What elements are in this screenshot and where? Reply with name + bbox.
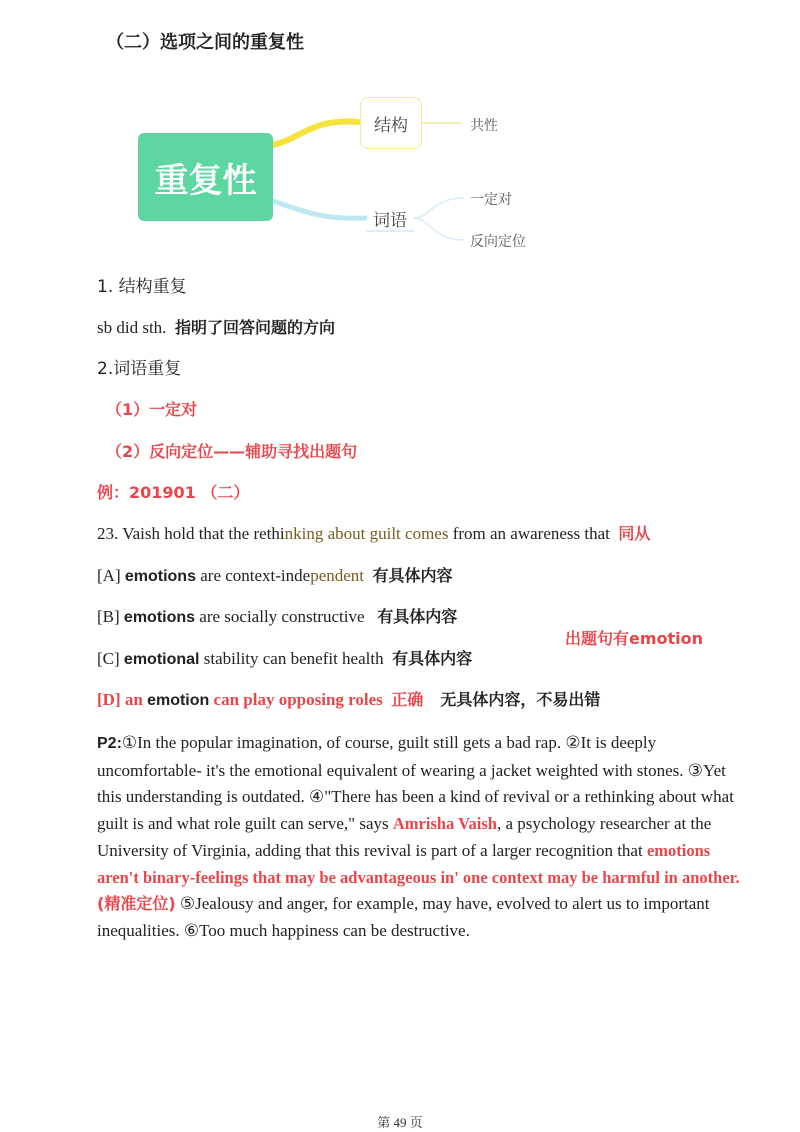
passage-label: P2: <box>97 735 122 752</box>
point-1: （1）一定对 <box>106 400 198 419</box>
mind-map-leaf-definitely-right: 一定对 <box>470 192 512 208</box>
item1-detail: sb did sth. 指明了回答问题的方向 <box>97 318 335 337</box>
section-title: （二）选项之间的重复性 <box>106 32 304 52</box>
page-number: 第 49 页 <box>377 1115 423 1130</box>
question-stem: 23. Vaish hold that the rethinking about guilt comes from an awareness that 同从 <box>97 524 651 543</box>
passage-name-highlight: Amrisha Vaish <box>392 814 497 834</box>
item1-heading: 1. 结构重复 <box>97 277 187 297</box>
option-d-note: 无具体内容，不易出错 <box>440 690 601 709</box>
example-label: 例：201901 （二） <box>97 483 250 502</box>
leaf2-connector <box>414 198 464 218</box>
option-b: [B] emotions are socially constructive 有具体内容 <box>97 607 458 626</box>
mind-map-root: 重复性 <box>138 133 273 221</box>
mind-map-leaf-reverse-locate: 反向定位 <box>470 234 526 250</box>
item2-heading: 2.词语重复 <box>97 359 182 379</box>
passage-key-sentence: emotions aren't binary-feelings that may be advantageous in' one context may be harmful in another. <box>97 840 740 887</box>
option-c: [C] emotional stability can benefit health 有具体内容 <box>97 649 473 668</box>
option-c-note: 有具体内容 <box>392 649 473 668</box>
option-b-note: 有具体内容 <box>377 607 458 626</box>
option-a: [A] emotions are context-independent 有具体内容 <box>97 566 453 585</box>
passage-tag: (精准定位) <box>97 894 176 914</box>
option-a-note: 有具体内容 <box>372 566 453 585</box>
branch2-connector <box>270 200 365 218</box>
mind-map-branch-words: 词语 <box>373 211 407 231</box>
mind-map-branch-structure: 结构 <box>360 97 422 149</box>
leaf3-connector <box>414 218 464 240</box>
correct-mark: 正确 <box>391 690 424 709</box>
point-2: （2）反向定位——辅助寻找出题句 <box>106 442 358 461</box>
option-d: [D] an emotion can play opposing roles 正确 无具体内容，不易出错 <box>97 690 601 709</box>
stem-note: 同从 <box>618 524 651 543</box>
branch1-connector <box>272 122 358 145</box>
passage-p2: P2:①In the popular imagination, of course, guilt still gets a bad rap. ②It is deeply uncomfortable- it's the emotional equivalent of wearing a jacket weighted with stones. ③Yet this understanding is outdated. ④"There has been a kind of revival or a rethinking about what guilt is and what role guilt can serve," says Amrisha Vaish, a psychology researcher at the University of Virginia, adding that this revival is part of a larger recognition that emotions aren't binary-feelings that may be advantageous in' one context may be harmful in another. (精准定位) ⑤Jealousy and anger, for example, may have, evolved to alert us to important inequalities. ⑥Too much happiness can be destructive. <box>97 733 740 940</box>
mind-map-leaf-commonality: 共性 <box>470 118 498 134</box>
side-note: 出题句有emotion <box>565 629 704 648</box>
